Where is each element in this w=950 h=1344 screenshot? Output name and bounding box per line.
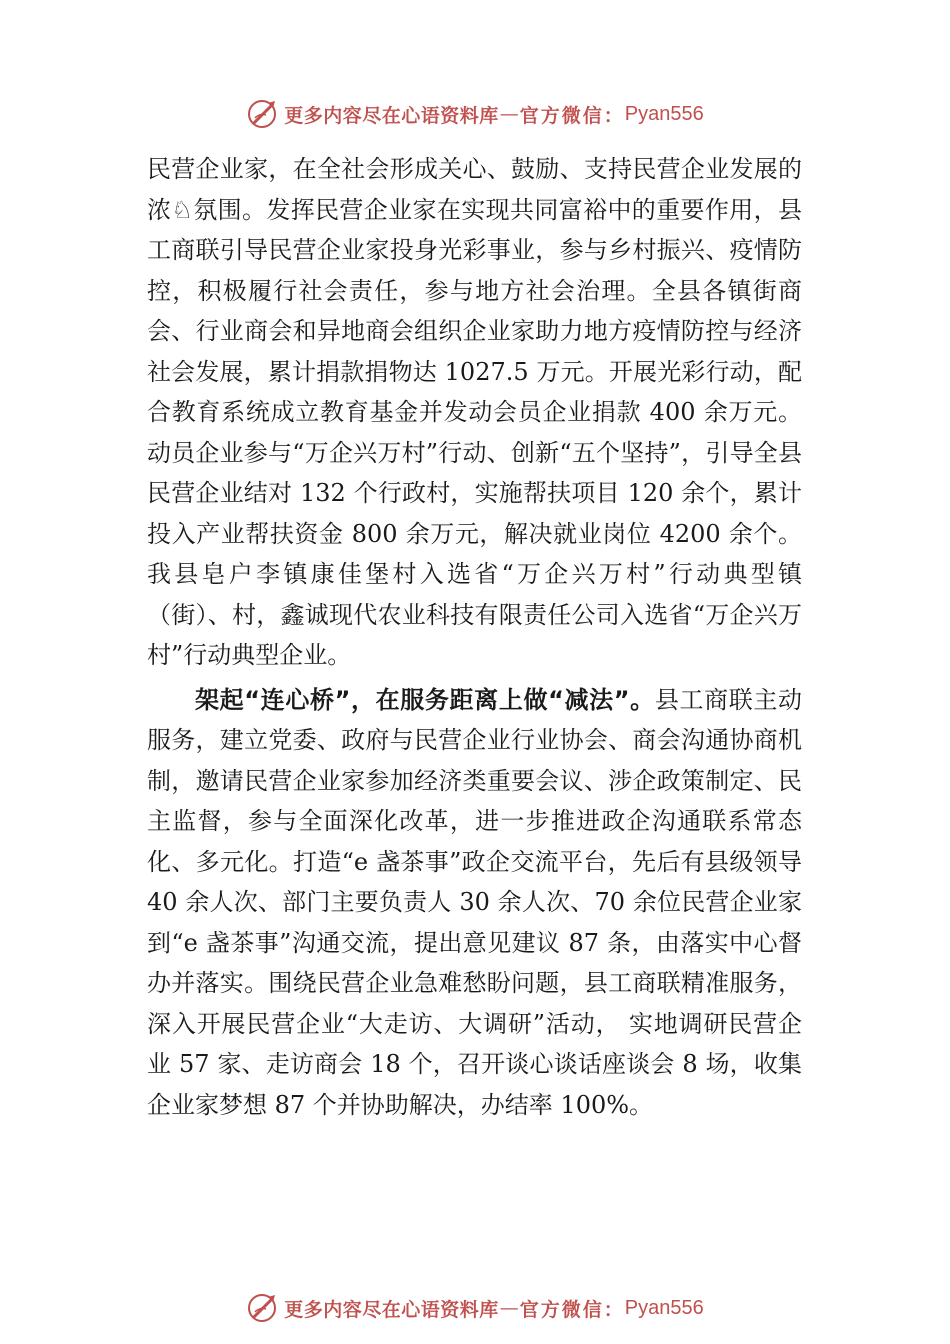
header-banner xyxy=(0,94,950,134)
banner-wechat-label: 官方微信： xyxy=(519,1298,625,1321)
document-body xyxy=(147,149,802,1125)
banner-wechat-id: Pyan556 xyxy=(624,1296,704,1319)
banner-separator: — xyxy=(499,103,519,125)
paragraph-1 xyxy=(147,149,802,676)
banner-main-text: 更多内容尽在心语资料库 xyxy=(284,104,499,127)
paragraph-2-heading: 架起“连心桥”，在服务距离上做“减法”。 xyxy=(195,685,655,714)
paragraph-1-text: 民营企业家，在全社会形成关心、鼓励、支持民营企业发展的浓♘氛围。发挥民营企业家在实现共同富裕中的重要作用，县工商联引导民营企业家投身光彩事业，参与乡村振兴、疫情防控，积极履行社会责任，参与地方社会治理。全县各镇街商会、行业商会和异地商会组织企业家助力地方疫情防控与经济社会发展，累计捐款捐物达 1027.5 万元。开展光彩行动，配合教育系统成立教育基金并发动会员企业捐款 400 余万元。动员企业参与“万企兴万村”行动、创新“五个坚持”，引导全县民营企业结对 132 个行政村，实施帮扶项目 120 余个，累计投入产业帮扶资金 800 余万元，解决就业岗位 4200 余个。我县皂户李镇康佳堡村入选省“万企兴万村”行动典型镇（街）、村，鑫诚现代农业科技有限责任公司入选省“万企兴万村”行动典型企业。 xyxy=(147,155,802,669)
banner-main-text: 更多内容尽在心语资料库 xyxy=(284,1298,499,1321)
footer-banner xyxy=(0,1288,950,1328)
banner-wechat-label: 官方微信： xyxy=(519,104,625,127)
banner-wechat-id: Pyan556 xyxy=(624,102,704,125)
pen-logo-icon xyxy=(246,1291,280,1325)
pen-logo-icon xyxy=(246,97,280,131)
paragraph-2-text: 县工商联主动服务，建立党委、政府与民营企业行业协会、商会沟通协商机制，邀请民营企业家参加经济类重要会议、涉企政策制定、民主监督，参与全面深化改革，进一步推进政企沟通联系常态化、多元化。打造“e 盏茶事”政企交流平台，先后有县级领导 40 余人次、部门主要负责人 30 余人次、70 余位民营企业家到“e 盏茶事”沟通交流，提出意见建议 87 条，由落实中心督办并落实。围绕民营企业急难愁盼问题，县工商联精准服务，深入开展民营企业“大走访、大调研”活动， 实地调研民营企业 57 家、走访商会 18 个，召开谈心谈话座谈会 8 场，收集企业家梦想 87 个并协助解决，办结率 100%。 xyxy=(147,685,803,1119)
paragraph-2 xyxy=(147,680,802,1126)
banner-separator: — xyxy=(499,1297,519,1319)
